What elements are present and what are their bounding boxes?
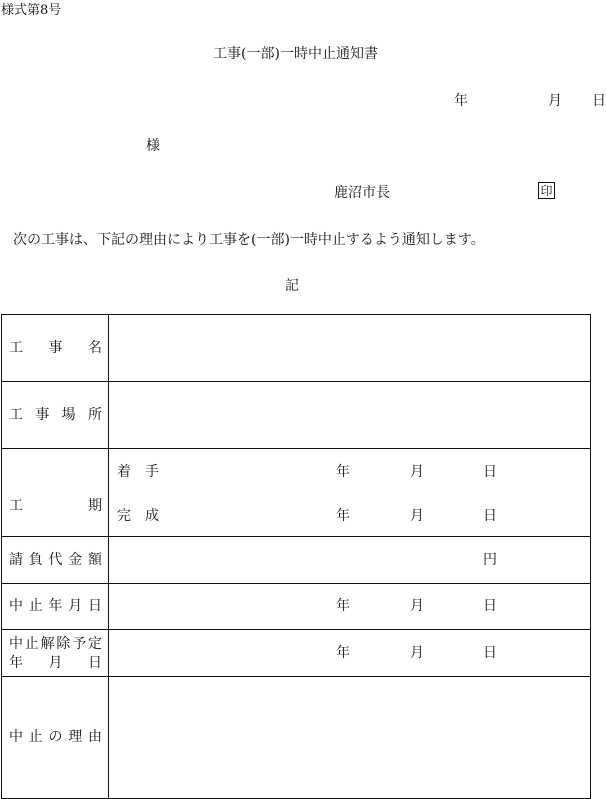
document-title: 工事(一部)一時中止通知書 (213, 46, 378, 62)
form-number: 様式第8号 (1, 3, 62, 18)
release-date-label-line2 (9, 656, 102, 670)
label-char: 月 (48, 654, 63, 671)
label-char: 理 (68, 729, 83, 746)
label-char: 工 (9, 340, 23, 357)
period-start-label: 着手 (117, 464, 173, 481)
label-char: 止 (28, 598, 43, 615)
release-date-value[interactable] (109, 629, 591, 676)
row-construction-name (2, 315, 591, 382)
contract-amount-label (2, 537, 109, 583)
suspension-date-label-text (9, 599, 102, 613)
construction-site-label (2, 382, 109, 449)
label-char: 止 (24, 635, 39, 652)
issuer-name: 鹿沼市長 (334, 185, 390, 201)
label-char: 由 (88, 729, 102, 746)
construction-period-label (2, 449, 109, 537)
release-month: 月 (410, 644, 424, 661)
period-start-year: 年 (336, 464, 350, 481)
label-char: 代 (48, 551, 63, 568)
recipient-honorific: 様 (146, 138, 160, 154)
ki-heading: 記 (285, 278, 299, 294)
notice-body-text: 次の工事は、下記の理由により工事を(一部)一時中止するよう通知します。 (13, 232, 485, 248)
period-end-year: 年 (336, 508, 350, 525)
suspension-date-label (2, 583, 109, 629)
suspension-year: 年 (336, 598, 350, 615)
label-char: 名 (88, 340, 102, 357)
label-char: 工 (9, 498, 23, 515)
release-date-label (2, 629, 109, 676)
issue-date-month: 月 (548, 93, 562, 109)
row-reason (2, 676, 591, 798)
suspension-month: 月 (410, 598, 424, 615)
label-char: の (48, 729, 63, 746)
label-char: 除 (56, 635, 71, 652)
construction-site-value[interactable] (109, 382, 591, 449)
contract-amount-label-text (9, 553, 102, 567)
row-contract-amount (2, 537, 591, 583)
label-char: 金 (68, 551, 83, 568)
label-char: 請 (9, 551, 23, 568)
label-char: 定 (87, 635, 102, 652)
period-start-day: 日 (483, 464, 497, 481)
construction-name-value[interactable] (109, 315, 591, 382)
label-char: 事 (48, 340, 63, 357)
label-char: 止 (28, 729, 43, 746)
period-end-label: 完成 (117, 508, 173, 525)
issue-date-day: 日 (592, 93, 606, 109)
label-char: 日 (88, 654, 102, 671)
period-end-month: 月 (410, 508, 424, 525)
label-char: 年 (48, 598, 63, 615)
row-construction-period (2, 449, 591, 537)
label-char: 事 (35, 407, 50, 424)
construction-period-value[interactable] (109, 449, 591, 537)
period-start-month: 月 (410, 464, 424, 481)
label-char: 負 (28, 551, 43, 568)
period-end-day: 日 (483, 508, 497, 525)
reason-label (2, 676, 109, 798)
label-char: 期 (88, 498, 102, 515)
release-year: 年 (336, 644, 350, 661)
label-char: 工 (9, 407, 23, 424)
label-char: 月 (68, 598, 83, 615)
label-char: 予 (72, 635, 87, 652)
label-char: 日 (88, 598, 102, 615)
label-char: 中 (9, 729, 23, 746)
suspension-day: 日 (483, 598, 497, 615)
suspension-date-value[interactable] (109, 583, 591, 629)
construction-site-label-text (9, 408, 102, 422)
construction-period-label-text (9, 499, 102, 513)
details-table (1, 314, 591, 799)
construction-name-label (2, 315, 109, 382)
row-construction-site (2, 382, 591, 449)
contract-amount-unit: 円 (483, 551, 497, 568)
label-char: 中 (9, 598, 23, 615)
label-char: 中 (9, 635, 23, 652)
reason-label-text (9, 730, 102, 744)
label-char: 年 (9, 654, 23, 671)
label-char: 場 (61, 407, 76, 424)
construction-name-label-text (9, 341, 102, 355)
issue-date (454, 94, 606, 108)
row-release-date (2, 629, 591, 676)
label-char: 解 (40, 635, 55, 652)
row-suspension-date (2, 583, 591, 629)
release-date-label-line1 (9, 637, 102, 651)
seal-mark: 印 (538, 182, 555, 199)
label-char: 額 (88, 551, 102, 568)
issue-date-year: 年 (454, 93, 468, 109)
label-char: 所 (87, 407, 102, 424)
contract-amount-value[interactable] (109, 537, 591, 583)
release-day: 日 (483, 644, 497, 661)
reason-value[interactable] (109, 676, 591, 798)
